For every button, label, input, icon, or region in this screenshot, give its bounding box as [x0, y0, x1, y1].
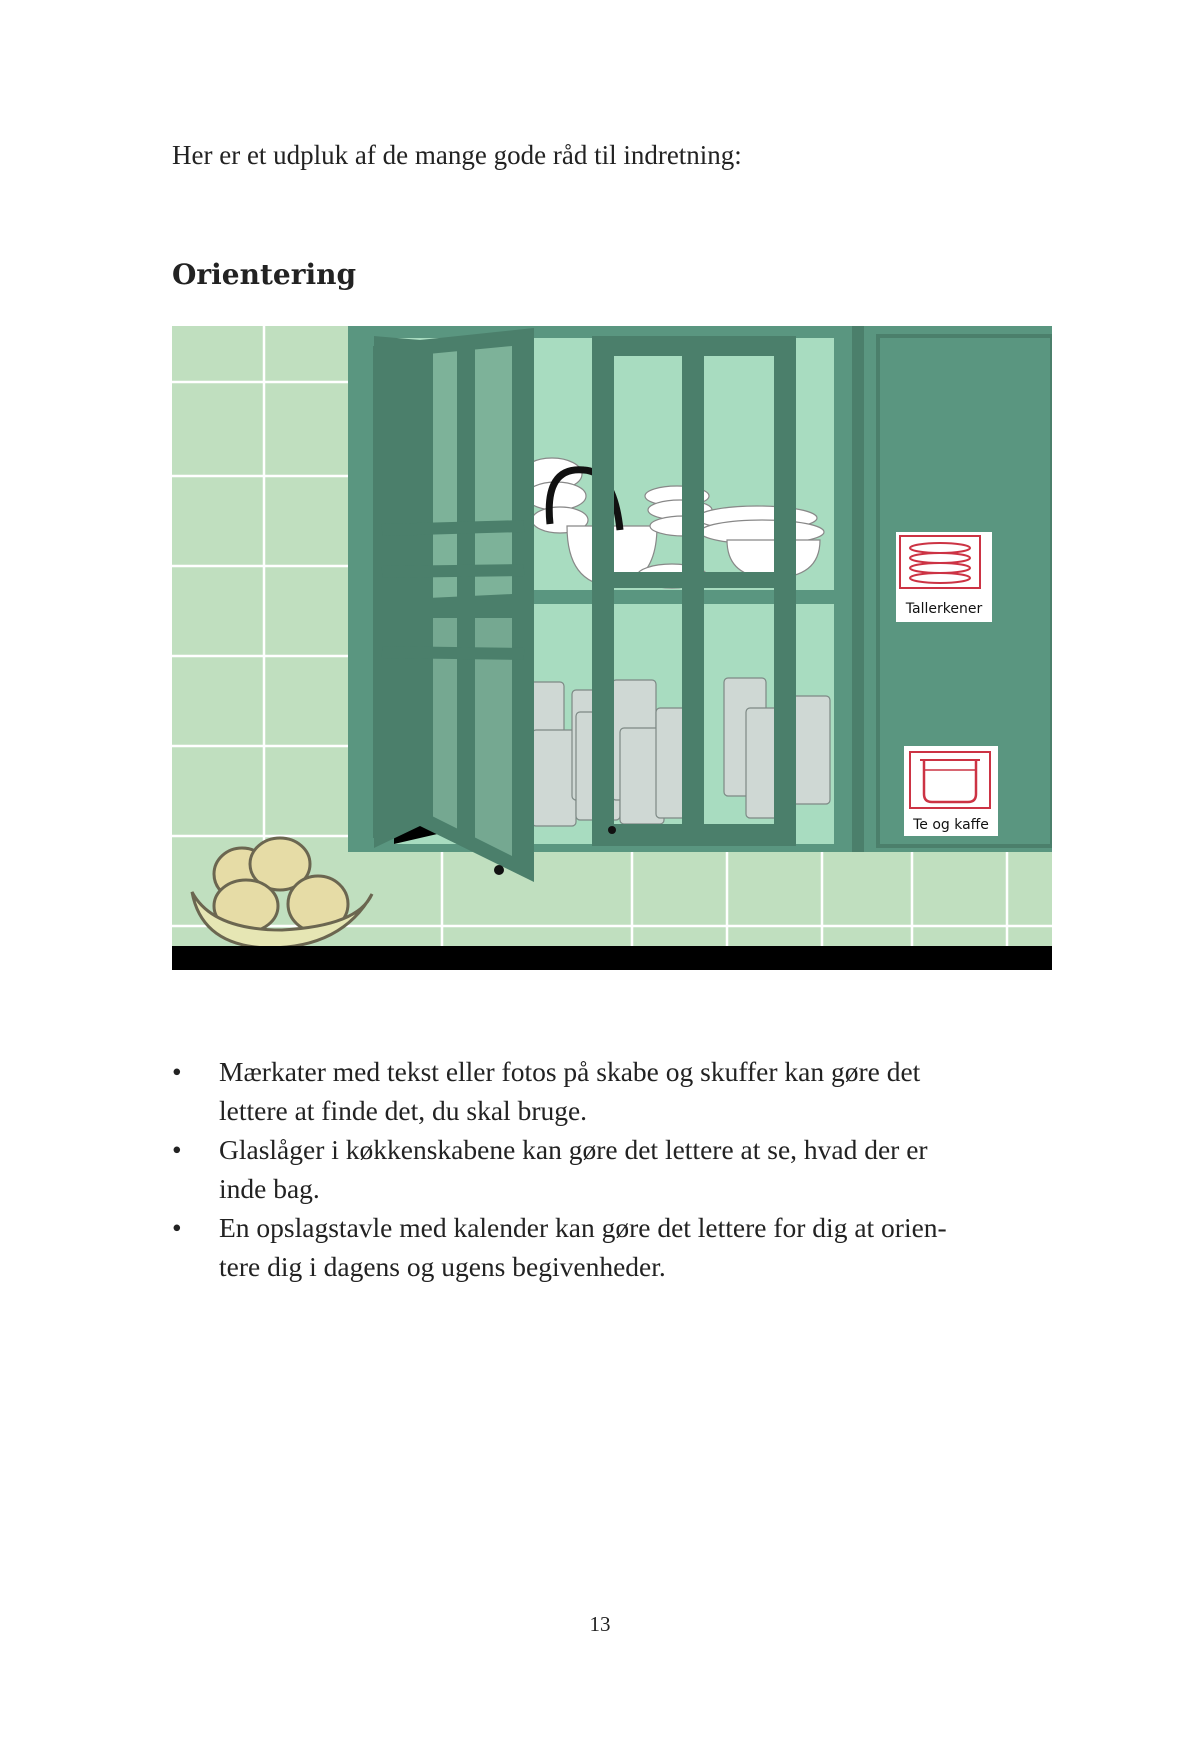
- countertop: [172, 946, 1052, 970]
- bullet-line: lettere at finde det, du skal bruge.: [219, 1095, 588, 1126]
- bullet-line: inde bag.: [219, 1173, 320, 1204]
- kitchen-cabinet-illustration: [172, 326, 1052, 970]
- bullet-line: Glaslåger i køkkenskabene kan gøre det lettere at se, hvad der er: [219, 1134, 928, 1165]
- section-heading: Orientering: [172, 258, 357, 291]
- bullet-item: [172, 1052, 1052, 1130]
- bullet-item: [172, 1208, 1052, 1286]
- intro-text: Her er et udpluk af de mange gode råd til indretning:: [172, 140, 742, 170]
- door-knob-open: [494, 865, 504, 875]
- door-knob: [608, 826, 616, 834]
- page-number: 13: [589, 1612, 611, 1636]
- glass-door-open: [374, 328, 534, 882]
- label-plates-text: Tallerkener: [905, 601, 983, 617]
- label-tea-coffee-text: Te og kaffe: [913, 817, 989, 833]
- bullet-line: tere dig i dagens og ugens begivenheder.: [219, 1251, 666, 1282]
- bullet-line: En opslagstavle med kalender kan gøre det lettere for dig at orien-: [219, 1212, 947, 1243]
- bullet-symbol: •: [172, 1134, 182, 1165]
- bullet-symbol: •: [172, 1212, 182, 1243]
- bullet-line: Mærkater med tekst eller fotos på skabe og skuffer kan gøre det: [219, 1056, 921, 1087]
- bullet-item: [172, 1130, 1052, 1208]
- label-plates: [896, 532, 992, 622]
- cabinet-divider: [852, 326, 864, 852]
- bullet-symbol: •: [172, 1056, 182, 1087]
- bullet-list: [172, 1052, 1052, 1286]
- label-tea-coffee: [904, 746, 998, 836]
